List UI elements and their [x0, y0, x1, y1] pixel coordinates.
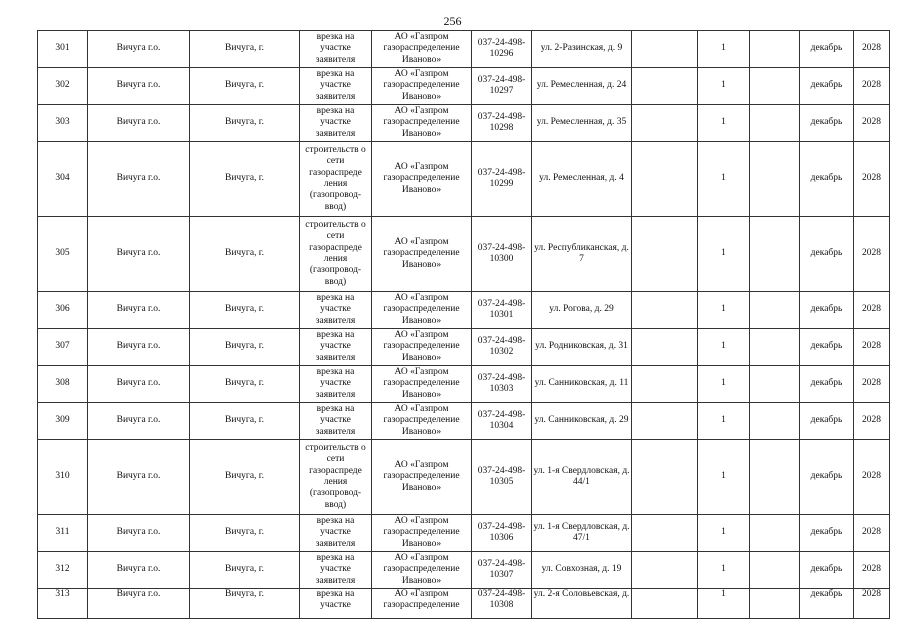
empty-cell: [632, 142, 698, 217]
empty-cell: [632, 403, 698, 440]
locality-cell: Вичуга, г.: [190, 31, 300, 68]
empty-cell: [750, 105, 800, 142]
object-code-cell: 037-24-498-10296: [472, 31, 532, 68]
address-cell: ул. Совхозная, д. 19: [532, 552, 632, 589]
object-code-cell: 037-24-498-10297: [472, 68, 532, 105]
address-cell: ул. Рогова, д. 29: [532, 292, 632, 329]
month-cell: декабрь: [800, 440, 854, 515]
district-cell: Вичуга г.о.: [88, 552, 190, 589]
address-cell: ул. 2-я Соловьевская, д.: [532, 589, 632, 619]
work-type-cell: врезка на участке заявителя: [300, 68, 372, 105]
address-cell: ул. 1-я Свердловская, д. 47/1: [532, 515, 632, 552]
year-cell: 2028: [854, 403, 890, 440]
row-number-cell: 305: [38, 217, 88, 292]
month-cell: декабрь: [800, 142, 854, 217]
work-type-cell: врезка на участке заявителя: [300, 366, 372, 403]
year-cell: 2028: [854, 589, 890, 619]
object-code-cell: 037-24-498-10300: [472, 217, 532, 292]
year-cell: 2028: [854, 366, 890, 403]
year-cell: 2028: [854, 440, 890, 515]
organization-cell: АО «Газпром газораспределение Иваново»: [372, 31, 472, 68]
object-code-cell: 037-24-498-10299: [472, 142, 532, 217]
work-type-cell: врезка на участке заявителя: [300, 31, 372, 68]
quantity-cell: 1: [698, 142, 750, 217]
quantity-cell: 1: [698, 31, 750, 68]
month-cell: декабрь: [800, 552, 854, 589]
quantity-cell: 1: [698, 515, 750, 552]
locality-cell: Вичуга, г.: [190, 403, 300, 440]
organization-cell: АО «Газпром газораспределение Иваново»: [372, 403, 472, 440]
month-cell: декабрь: [800, 366, 854, 403]
district-cell: Вичуга г.о.: [88, 217, 190, 292]
object-code-cell: 037-24-498-10308: [472, 589, 532, 619]
locality-cell: Вичуга, г.: [190, 440, 300, 515]
work-type-cell: строительств о сети газораспреде ления (газопровод-ввод): [300, 440, 372, 515]
year-cell: 2028: [854, 292, 890, 329]
locality-cell: Вичуга, г.: [190, 515, 300, 552]
quantity-cell: 1: [698, 403, 750, 440]
work-type-cell: врезка на участке заявителя: [300, 403, 372, 440]
year-cell: 2028: [854, 515, 890, 552]
object-code-cell: 037-24-498-10307: [472, 552, 532, 589]
table-row: [38, 403, 890, 440]
address-cell: ул. 1-я Свердловская, д. 44/1: [532, 440, 632, 515]
month-cell: декабрь: [800, 68, 854, 105]
locality-cell: Вичуга, г.: [190, 105, 300, 142]
empty-cell: [750, 142, 800, 217]
organization-cell: АО «Газпром газораспределение Иваново»: [372, 515, 472, 552]
table-row: [38, 68, 890, 105]
empty-cell: [750, 589, 800, 619]
month-cell: декабрь: [800, 292, 854, 329]
empty-cell: [632, 440, 698, 515]
locality-cell: Вичуга, г.: [190, 68, 300, 105]
row-number-cell: 311: [38, 515, 88, 552]
table-row: [38, 292, 890, 329]
quantity-cell: 1: [698, 292, 750, 329]
quantity-cell: 1: [698, 329, 750, 366]
empty-cell: [632, 366, 698, 403]
row-number-cell: 313: [38, 589, 88, 619]
empty-cell: [632, 329, 698, 366]
organization-cell: АО «Газпром газораспределение Иваново»: [372, 68, 472, 105]
locality-cell: Вичуга, г.: [190, 589, 300, 619]
table-row: [38, 31, 890, 68]
district-cell: Вичуга г.о.: [88, 105, 190, 142]
work-type-cell: строительств о сети газораспреде ления (газопровод-ввод): [300, 142, 372, 217]
table-row: [38, 217, 890, 292]
empty-cell: [750, 329, 800, 366]
quantity-cell: 1: [698, 589, 750, 619]
organization-cell: АО «Газпром газораспределение Иваново»: [372, 552, 472, 589]
object-code-cell: 037-24-498-10301: [472, 292, 532, 329]
row-number-cell: 302: [38, 68, 88, 105]
data-table: [37, 30, 890, 619]
year-cell: 2028: [854, 217, 890, 292]
empty-cell: [632, 31, 698, 68]
address-cell: ул. Санниковская, д. 29: [532, 403, 632, 440]
organization-cell: АО «Газпром газораспределение Иваново»: [372, 440, 472, 515]
organization-cell: АО «Газпром газораспределение Иваново»: [372, 217, 472, 292]
table-row: [38, 142, 890, 217]
row-number-cell: 307: [38, 329, 88, 366]
district-cell: Вичуга г.о.: [88, 292, 190, 329]
object-code-cell: 037-24-498-10305: [472, 440, 532, 515]
table-row: [38, 440, 890, 515]
empty-cell: [632, 105, 698, 142]
organization-cell: АО «Газпром газораспределение Иваново»: [372, 105, 472, 142]
district-cell: Вичуга г.о.: [88, 329, 190, 366]
year-cell: 2028: [854, 68, 890, 105]
work-type-cell: врезка на участке: [300, 589, 372, 619]
year-cell: 2028: [854, 329, 890, 366]
row-number-cell: 308: [38, 366, 88, 403]
object-code-cell: 037-24-498-10304: [472, 403, 532, 440]
address-cell: ул. Ремесленная, д. 35: [532, 105, 632, 142]
district-cell: Вичуга г.о.: [88, 366, 190, 403]
empty-cell: [750, 552, 800, 589]
quantity-cell: 1: [698, 552, 750, 589]
empty-cell: [750, 217, 800, 292]
work-type-cell: врезка на участке заявителя: [300, 552, 372, 589]
work-type-cell: врезка на участке заявителя: [300, 105, 372, 142]
year-cell: 2028: [854, 142, 890, 217]
table-body: [38, 31, 890, 619]
month-cell: декабрь: [800, 515, 854, 552]
district-cell: Вичуга г.о.: [88, 142, 190, 217]
locality-cell: Вичуга, г.: [190, 292, 300, 329]
quantity-cell: 1: [698, 440, 750, 515]
empty-cell: [632, 515, 698, 552]
year-cell: 2028: [854, 105, 890, 142]
locality-cell: Вичуга, г.: [190, 142, 300, 217]
work-type-cell: строительств о сети газораспреде ления (газопровод-ввод): [300, 217, 372, 292]
address-cell: ул. Ремесленная, д. 4: [532, 142, 632, 217]
quantity-cell: 1: [698, 217, 750, 292]
empty-cell: [632, 589, 698, 619]
district-cell: Вичуга г.о.: [88, 31, 190, 68]
month-cell: декабрь: [800, 589, 854, 619]
district-cell: Вичуга г.о.: [88, 515, 190, 552]
object-code-cell: 037-24-498-10302: [472, 329, 532, 366]
district-cell: Вичуга г.о.: [88, 589, 190, 619]
month-cell: декабрь: [800, 403, 854, 440]
year-cell: 2028: [854, 552, 890, 589]
row-number-cell: 304: [38, 142, 88, 217]
empty-cell: [750, 31, 800, 68]
object-code-cell: 037-24-498-10298: [472, 105, 532, 142]
empty-cell: [750, 366, 800, 403]
month-cell: декабрь: [800, 329, 854, 366]
empty-cell: [632, 217, 698, 292]
table-row: [38, 552, 890, 589]
object-code-cell: 037-24-498-10303: [472, 366, 532, 403]
table-row: [38, 105, 890, 142]
organization-cell: АО «Газпром газораспределение Иваново»: [372, 366, 472, 403]
address-cell: ул. Ремесленная, д. 24: [532, 68, 632, 105]
locality-cell: Вичуга, г.: [190, 552, 300, 589]
organization-cell: АО «Газпром газораспределение Иваново»: [372, 329, 472, 366]
empty-cell: [750, 403, 800, 440]
district-cell: Вичуга г.о.: [88, 68, 190, 105]
work-type-cell: врезка на участке заявителя: [300, 515, 372, 552]
address-cell: ул. Санниковская, д. 11: [532, 366, 632, 403]
month-cell: декабрь: [800, 105, 854, 142]
month-cell: декабрь: [800, 217, 854, 292]
address-cell: ул. Родниковская, д. 31: [532, 329, 632, 366]
empty-cell: [750, 440, 800, 515]
quantity-cell: 1: [698, 68, 750, 105]
address-cell: ул. Республиканская, д. 7: [532, 217, 632, 292]
quantity-cell: 1: [698, 366, 750, 403]
locality-cell: Вичуга, г.: [190, 217, 300, 292]
page-number: 256: [443, 14, 462, 28]
address-cell: ул. 2-Разинская, д. 9: [532, 31, 632, 68]
row-number-cell: 312: [38, 552, 88, 589]
empty-cell: [750, 515, 800, 552]
object-code-cell: 037-24-498-10306: [472, 515, 532, 552]
table-row: [38, 366, 890, 403]
row-number-cell: 301: [38, 31, 88, 68]
row-number-cell: 310: [38, 440, 88, 515]
month-cell: декабрь: [800, 31, 854, 68]
work-type-cell: врезка на участке заявителя: [300, 329, 372, 366]
district-cell: Вичуга г.о.: [88, 403, 190, 440]
work-type-cell: врезка на участке заявителя: [300, 292, 372, 329]
empty-cell: [750, 292, 800, 329]
district-cell: Вичуга г.о.: [88, 440, 190, 515]
locality-cell: Вичуга, г.: [190, 329, 300, 366]
locality-cell: Вичуга, г.: [190, 366, 300, 403]
empty-cell: [632, 68, 698, 105]
empty-cell: [750, 68, 800, 105]
table-row: [38, 329, 890, 366]
organization-cell: АО «Газпром газораспределение: [372, 589, 472, 619]
year-cell: 2028: [854, 31, 890, 68]
row-number-cell: 309: [38, 403, 88, 440]
row-number-cell: 306: [38, 292, 88, 329]
table-row: [38, 515, 890, 552]
row-number-cell: 303: [38, 105, 88, 142]
organization-cell: АО «Газпром газораспределение Иваново»: [372, 292, 472, 329]
quantity-cell: 1: [698, 105, 750, 142]
organization-cell: АО «Газпром газораспределение Иваново»: [372, 142, 472, 217]
empty-cell: [632, 292, 698, 329]
empty-cell: [632, 552, 698, 589]
table-row: [38, 589, 890, 619]
